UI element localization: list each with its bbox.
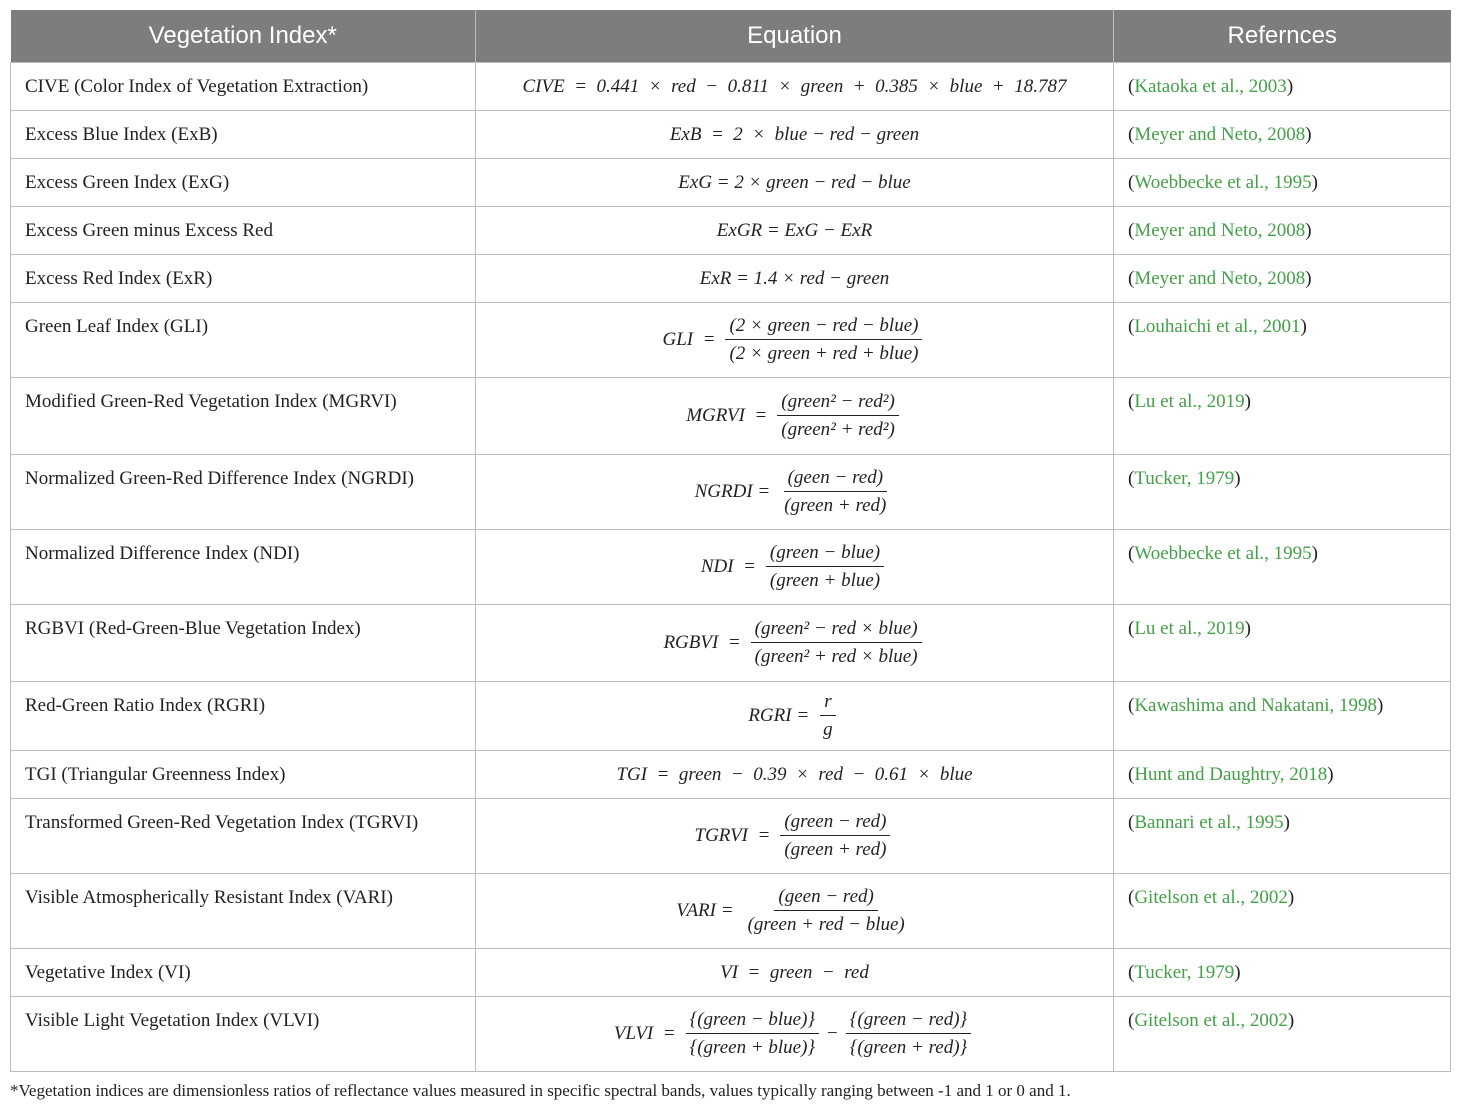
equation-cell	[476, 207, 1114, 255]
equation-fraction	[819, 691, 837, 741]
reference-close-paren: )	[1311, 172, 1318, 193]
reference-open-paren: (	[1128, 695, 1135, 716]
equation-fraction-denominator: (green + red)	[784, 839, 887, 860]
reference-close-paren: )	[1244, 618, 1251, 639]
equation-fraction-1-numerator: {(green − blue)}	[686, 1009, 819, 1034]
table-row	[11, 751, 1451, 799]
equation-fraction-denominator: (green + red − blue)	[747, 914, 905, 935]
equation-lhs: RGBVI =	[663, 632, 741, 653]
reference-open-paren: (	[1128, 1010, 1135, 1031]
equation-fraction	[777, 391, 899, 441]
equation-fraction-numerator: (green − red)	[780, 811, 890, 836]
equation-fraction-numerator: (geen − red)	[784, 467, 887, 492]
reference-close-paren: )	[1287, 1010, 1295, 1031]
index-name-cell: Red-Green Ratio Index (RGRI)	[11, 682, 476, 751]
reference-close-paren: )	[1327, 764, 1334, 785]
reference-link[interactable]: Kawashima and Nakatani, 1998	[1134, 695, 1378, 716]
reference-open-paren: (	[1128, 962, 1135, 983]
index-name-cell: Visible Atmospherically Resistant Index (VARI)	[11, 874, 476, 949]
equation-fraction	[780, 467, 890, 517]
header-vegetation-index: Vegetation Index*	[11, 10, 476, 63]
equation-cell	[476, 378, 1114, 455]
index-name-cell: Excess Green minus Excess Red	[11, 207, 476, 255]
reference-close-paren: )	[1300, 316, 1307, 337]
equation-fraction-denominator: (green² + red²)	[781, 419, 895, 440]
equation-cell	[476, 751, 1114, 799]
index-name-cell: TGI (Triangular Greenness Index)	[11, 751, 476, 799]
reference-open-paren: (	[1128, 220, 1135, 241]
reference-link[interactable]: Bannari et al., 1995	[1134, 812, 1284, 833]
equation-lhs: VARI =	[676, 900, 734, 921]
reference-link[interactable]: Meyer and Neto, 2008	[1134, 268, 1306, 289]
reference-link[interactable]: Lu et al., 2019	[1134, 391, 1245, 412]
table-footnote: *Vegetation indices are dimensionless ratios of reflectance values measured in specific spectral bands, values typically ranging between -1 and 1 or 0 and 1.	[10, 1081, 1071, 1100]
table-row	[11, 997, 1451, 1072]
equation-cell	[476, 874, 1114, 949]
reference-link[interactable]: Hunt and Daughtry, 2018	[1134, 764, 1328, 785]
equation-lhs: TGRVI =	[694, 825, 771, 846]
reference-cell	[1114, 255, 1451, 303]
equation-fraction-2-denominator: {(green + red)}	[849, 1037, 968, 1058]
index-name-cell: Visible Light Vegetation Index (VLVI)	[11, 997, 476, 1072]
equation-fraction-1-denominator: {(green + blue)}	[689, 1037, 816, 1058]
reference-close-paren: )	[1287, 887, 1295, 908]
reference-open-paren: (	[1128, 268, 1135, 289]
equation-cell	[476, 997, 1114, 1072]
table-row	[11, 949, 1451, 997]
reference-link[interactable]: Gitelson et al., 2002	[1134, 1010, 1288, 1031]
reference-link[interactable]: Woebbecke et al., 1995	[1134, 543, 1312, 564]
equation-fraction	[751, 618, 922, 668]
table-row	[11, 378, 1451, 455]
reference-cell	[1114, 303, 1451, 378]
equation-cell	[476, 255, 1114, 303]
equation-lhs: RGRI =	[748, 705, 810, 726]
reference-cell	[1114, 111, 1451, 159]
reference-cell	[1114, 997, 1451, 1072]
reference-cell	[1114, 378, 1451, 455]
reference-close-paren: )	[1377, 695, 1384, 716]
reference-open-paren: (	[1128, 391, 1135, 412]
equation-text: CIVE = 0.441 × red − 0.811 × green + 0.385 × blue + 18.787	[522, 75, 1067, 97]
equation-lhs: NGRDI =	[694, 481, 771, 502]
equation-cell	[476, 111, 1114, 159]
index-name-cell: RGBVI (Red-Green-Blue Vegetation Index)	[11, 605, 476, 682]
reference-open-paren: (	[1128, 812, 1135, 833]
reference-close-paren: )	[1283, 812, 1290, 833]
vegetation-index-table	[10, 10, 1451, 1072]
reference-open-paren: (	[1128, 124, 1135, 145]
reference-open-paren: (	[1128, 172, 1135, 193]
reference-open-paren: (	[1128, 764, 1135, 785]
reference-close-paren: )	[1286, 76, 1294, 97]
equation-operator: −	[827, 1023, 838, 1044]
equation-fraction-1	[686, 1009, 819, 1059]
reference-cell	[1114, 455, 1451, 530]
equation-lhs: NDI =	[700, 556, 756, 577]
reference-link[interactable]: Meyer and Neto, 2008	[1134, 124, 1306, 145]
equation-fraction	[725, 315, 922, 365]
equation-fraction	[780, 811, 890, 861]
index-name-cell: Modified Green-Red Vegetation Index (MGRVI)	[11, 378, 476, 455]
equation-cell	[476, 455, 1114, 530]
reference-cell	[1114, 207, 1451, 255]
equation-fraction-denominator: g	[823, 719, 833, 740]
equation-lhs: MGRVI =	[686, 405, 768, 426]
reference-link[interactable]: Lu et al., 2019	[1134, 618, 1245, 639]
equation-cell	[476, 303, 1114, 378]
equation-text: ExGR = ExG − ExR	[716, 219, 873, 241]
reference-link[interactable]: Gitelson et al., 2002	[1134, 887, 1288, 908]
equation-fraction-numerator: r	[820, 691, 835, 716]
equation-cell	[476, 530, 1114, 605]
reference-link[interactable]: Woebbecke et al., 1995	[1134, 172, 1312, 193]
table-row	[11, 303, 1451, 378]
table-row	[11, 255, 1451, 303]
table-row	[11, 111, 1451, 159]
reference-open-paren: (	[1128, 887, 1135, 908]
reference-link[interactable]: Tucker, 1979	[1134, 468, 1235, 489]
table-row	[11, 63, 1451, 111]
index-name-cell: Excess Green Index (ExG)	[11, 159, 476, 207]
index-name-cell: Green Leaf Index (GLI)	[11, 303, 476, 378]
equation-fraction	[744, 886, 909, 936]
reference-open-paren: (	[1128, 76, 1135, 97]
table-row	[11, 799, 1451, 874]
reference-close-paren: )	[1305, 268, 1312, 289]
equation-fraction-2	[846, 1009, 971, 1059]
equation-text: TGI = green − 0.39 × red − 0.61 × blue	[616, 763, 973, 785]
reference-open-paren: (	[1128, 316, 1135, 337]
equation-text: VI = green − red	[720, 961, 869, 983]
table-header-row	[11, 10, 1451, 63]
reference-cell	[1114, 530, 1451, 605]
equation-fraction-denominator: (green² + red × blue)	[754, 646, 918, 667]
reference-open-paren: (	[1128, 543, 1135, 564]
reference-cell	[1114, 682, 1451, 751]
equation-fraction-2-numerator: {(green − red)}	[846, 1009, 971, 1034]
equation-cell	[476, 682, 1114, 751]
equation-fraction-numerator: (geen − red)	[774, 886, 877, 911]
reference-cell	[1114, 159, 1451, 207]
equation-fraction-denominator: (green + blue)	[769, 570, 881, 591]
index-name-cell: CIVE (Color Index of Vegetation Extraction)	[11, 63, 476, 111]
reference-cell	[1114, 63, 1451, 111]
equation-text: ExG = 2 × green − red − blue	[678, 171, 911, 193]
equation-fraction-denominator: (green + red)	[784, 495, 887, 516]
equation-cell	[476, 799, 1114, 874]
reference-cell	[1114, 605, 1451, 682]
equation-fraction-numerator: (green − blue)	[766, 542, 884, 567]
reference-cell	[1114, 751, 1451, 799]
equation-cell	[476, 63, 1114, 111]
equation-fraction-numerator: (green² − red × blue)	[751, 618, 922, 643]
index-name-cell: Normalized Green-Red Difference Index (NGRDI)	[11, 455, 476, 530]
index-name-cell: Transformed Green-Red Vegetation Index (TGRVI)	[11, 799, 476, 874]
table-row	[11, 455, 1451, 530]
table-row	[11, 605, 1451, 682]
reference-open-paren: (	[1128, 468, 1135, 489]
index-name-cell: Excess Blue Index (ExB)	[11, 111, 476, 159]
equation-lhs: VLVI =	[613, 1023, 676, 1044]
equation-cell	[476, 605, 1114, 682]
table-row	[11, 159, 1451, 207]
reference-close-paren: )	[1234, 468, 1241, 489]
reference-close-paren: )	[1234, 962, 1241, 983]
header-references: Refernces	[1114, 10, 1451, 63]
reference-cell	[1114, 799, 1451, 874]
table-row	[11, 682, 1451, 751]
table-row	[11, 874, 1451, 949]
table-row	[11, 207, 1451, 255]
equation-text: ExB = 2 × blue − red − green	[669, 123, 920, 145]
reference-cell	[1114, 949, 1451, 997]
reference-close-paren: )	[1305, 220, 1312, 241]
equation-cell	[476, 949, 1114, 997]
table-row	[11, 530, 1451, 605]
equation-fraction-numerator: (green² − red²)	[777, 391, 899, 416]
reference-link[interactable]: Kataoka et al., 2003	[1134, 76, 1287, 97]
equation-fraction-numerator: (2 × green − red − blue)	[725, 315, 922, 340]
index-name-cell: Vegetative Index (VI)	[11, 949, 476, 997]
vegetation-index-table-container	[10, 10, 1450, 1072]
equation-fraction-denominator: (2 × green + red + blue)	[729, 343, 919, 364]
reference-close-paren: )	[1311, 543, 1318, 564]
index-name-cell: Normalized Difference Index (NDI)	[11, 530, 476, 605]
header-equation: Equation	[476, 10, 1114, 63]
equation-cell	[476, 159, 1114, 207]
equation-fraction	[766, 542, 884, 592]
reference-close-paren: )	[1305, 124, 1312, 145]
reference-close-paren: )	[1244, 391, 1251, 412]
equation-lhs: GLI =	[662, 329, 716, 350]
reference-cell	[1114, 874, 1451, 949]
reference-link[interactable]: Tucker, 1979	[1134, 962, 1235, 983]
index-name-cell: Excess Red Index (ExR)	[11, 255, 476, 303]
reference-link[interactable]: Louhaichi et al., 2001	[1134, 316, 1301, 337]
reference-link[interactable]: Meyer and Neto, 2008	[1134, 220, 1306, 241]
equation-text: ExR = 1.4 × red − green	[699, 267, 890, 289]
reference-open-paren: (	[1128, 618, 1135, 639]
